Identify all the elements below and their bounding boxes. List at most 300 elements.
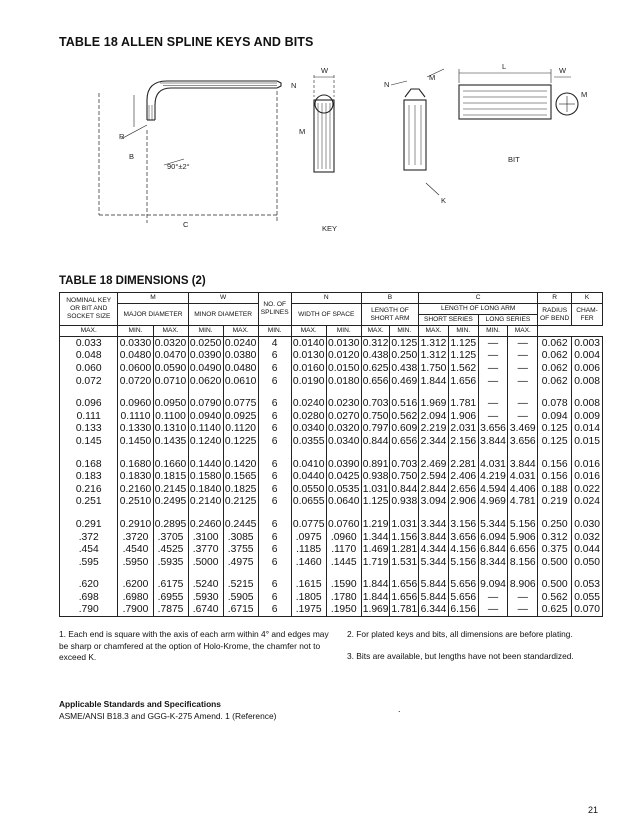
table-cell — [153, 508, 188, 518]
header-short-arm: LENGTH OF SHORT ARM — [361, 304, 418, 326]
header-short-series: SHORT SERIES — [419, 315, 479, 326]
table-cell: 0.0390 — [327, 458, 360, 470]
table-cell: — — [478, 375, 508, 388]
table-cell: 0.044 — [572, 543, 603, 556]
table-cell: 0.0960 — [119, 398, 152, 410]
table-cell: 0.062 — [538, 375, 572, 388]
table-cell: 0.0790 — [189, 398, 222, 410]
header-min: MIN. — [188, 326, 223, 337]
table-cell: 0.145 — [60, 435, 118, 448]
table-cell: 0.1330 — [119, 423, 152, 435]
table-cell: 0.562 — [391, 410, 418, 422]
table-cell: 0.016 — [572, 470, 603, 483]
table-cell: 0.2510 — [119, 496, 152, 508]
table-cell: 2.219 — [420, 423, 447, 435]
table-cell: 0.1110 — [118, 410, 153, 423]
table-cell — [60, 448, 118, 458]
table-cell: 0.2160 — [119, 483, 152, 495]
table-cell: .1615 — [291, 579, 326, 592]
table-cell — [419, 448, 449, 458]
header-width-of-space: WIDTH OF SPACE — [291, 304, 361, 326]
table-cell: 0.0490 — [189, 362, 222, 374]
table-row — [60, 518, 603, 531]
table-cell: 0.094 — [538, 410, 572, 423]
table-cell: 1.469 — [362, 544, 389, 556]
table-cell: 0.0190 — [292, 375, 325, 387]
table-row — [60, 531, 603, 544]
table-cell: 0.625 — [362, 362, 389, 374]
table-row — [60, 556, 603, 569]
table-cell: 8.156 — [509, 556, 536, 568]
table-cell — [118, 508, 153, 518]
table-cell: 0.1565 — [224, 471, 257, 483]
table-cell — [508, 569, 538, 579]
table-cell: 6 — [258, 423, 291, 436]
table-cell: 2.469 — [420, 458, 447, 470]
table-cell: 0.055 — [572, 591, 603, 604]
table-cell: .4525 — [153, 543, 188, 556]
table-cell: 0.0940 — [189, 410, 222, 422]
table-cell: 6 — [258, 604, 291, 617]
table-cell: 0.0470 — [154, 350, 187, 362]
table-cell: 0.070 — [572, 604, 603, 617]
table-cell: 0.438 — [362, 350, 389, 362]
table-cell: 0.078 — [538, 397, 572, 410]
table-cell: .3100 — [188, 531, 223, 544]
table-cell — [419, 569, 449, 579]
table-cell: 6 — [258, 362, 291, 375]
table-cell: .7875 — [153, 604, 188, 617]
table-cell — [188, 387, 223, 397]
table-cell: — — [508, 591, 538, 604]
table-cell: .1185 — [291, 543, 326, 556]
table-cell: 0.703 — [362, 398, 389, 410]
table-cell: 0.1440 — [189, 458, 222, 470]
table-cell: 0.2140 — [189, 496, 222, 508]
table-row — [60, 458, 603, 471]
table-cell: 0.469 — [391, 375, 418, 387]
table-cell: 0.0640 — [327, 496, 360, 508]
table-cell: 6 — [258, 556, 291, 569]
table-cell: 0.1435 — [154, 435, 187, 447]
dimensions-table — [59, 292, 603, 617]
table-cell: 0.516 — [391, 398, 418, 410]
table-cell: — — [478, 591, 508, 604]
table-cell: 0.0230 — [327, 398, 360, 410]
table-cell: 0.096 — [60, 397, 118, 410]
table-cell: .1170 — [326, 543, 361, 556]
page-title: TABLE 18 ALLEN SPLINE KEYS AND BITS — [59, 35, 314, 49]
table-spacer-row — [60, 448, 603, 458]
header-long-series: LONG SERIES — [478, 315, 538, 326]
table-row — [60, 604, 603, 617]
table-cell — [478, 508, 508, 518]
table-cell: 0.609 — [391, 423, 418, 435]
table-cell: .698 — [60, 591, 118, 604]
table-cell: 0.0480 — [119, 350, 152, 362]
dim-w2-label: W — [559, 66, 567, 75]
table-cell: 0.009 — [572, 410, 603, 423]
table-cell: .620 — [60, 579, 118, 592]
table-cell: 0.0655 — [292, 496, 325, 508]
header-long-arm: LENGTH OF LONG ARM — [419, 304, 538, 315]
table-cell: 0.0130 — [292, 350, 325, 362]
table-row — [60, 543, 603, 556]
header-r: R — [538, 293, 572, 304]
table-cell: 8.344 — [480, 556, 506, 568]
table-cell: .1590 — [326, 579, 361, 592]
table-cell: — — [508, 350, 538, 363]
table-cell: 5.656 — [450, 591, 477, 603]
table-cell: 6.656 — [509, 544, 536, 556]
table-cell: 4.219 — [480, 471, 506, 483]
table-cell — [448, 448, 478, 458]
table-cell — [118, 387, 153, 397]
dim-m-label: M — [299, 127, 306, 136]
table-cell: 6 — [258, 350, 291, 363]
table-cell: 6.156 — [450, 604, 477, 616]
table-cell — [508, 448, 538, 458]
table-cell — [572, 508, 603, 518]
table-cell: 1.656 — [391, 579, 418, 591]
table-row — [60, 470, 603, 483]
table-cell: 0.1815 — [154, 471, 187, 483]
table-cell: 0.375 — [538, 543, 572, 556]
table-cell: 1.562 — [450, 362, 477, 374]
table-cell: 0.1240 — [189, 435, 222, 447]
table-cell: 6 — [258, 410, 291, 423]
table-cell: — — [478, 350, 508, 363]
header-min: MIN. — [118, 326, 153, 337]
table-cell: — — [508, 375, 538, 388]
table-cell — [258, 508, 291, 518]
table-cell: 0.125 — [538, 435, 572, 448]
table-cell: 0.251 — [60, 496, 118, 509]
table-cell — [361, 387, 390, 397]
dim-n-label: N — [291, 81, 297, 90]
table-cell: 0.656 — [362, 375, 389, 387]
table-cell: 0.008 — [572, 397, 603, 410]
table-cell: 0.2910 — [119, 518, 152, 530]
table-cell: 2.406 — [450, 471, 477, 483]
table-cell: — — [478, 410, 508, 423]
table-cell: 4.031 — [480, 458, 506, 470]
table-cell: 0.0320 — [327, 423, 360, 435]
table-cell: 1.031 — [362, 483, 389, 495]
table-cell: 5.156 — [509, 518, 536, 530]
table-cell — [538, 569, 572, 579]
table-cell: .1780 — [326, 591, 361, 604]
table-cell: .5000 — [188, 556, 223, 569]
standards-text: ASME/ANSI B18.3 and GGG-K-275 Amend. 1 (Reference) — [59, 710, 277, 721]
table-cell: 0.156 — [538, 458, 572, 471]
table-cell: 0.797 — [362, 423, 389, 435]
table-cell: 0.1680 — [119, 458, 152, 470]
table-cell: 4.156 — [450, 544, 477, 556]
table-cell: 0.891 — [362, 458, 389, 470]
table-cell — [361, 569, 390, 579]
table-cell — [572, 448, 603, 458]
table-cell: .6740 — [188, 604, 223, 617]
table-cell: 6 — [258, 470, 291, 483]
table-cell: 1.312 — [420, 337, 447, 349]
header-k: K — [572, 293, 603, 304]
table-cell — [60, 387, 118, 397]
table-cell: 0.0120 — [327, 350, 360, 362]
table-cell: 5.844 — [420, 591, 447, 603]
table-cell: 1.156 — [391, 531, 418, 543]
table-row — [60, 337, 603, 350]
table-cell: 1.969 — [420, 398, 447, 410]
table-row — [60, 410, 603, 423]
table-cell: 4.344 — [420, 544, 447, 556]
table-cell: .790 — [60, 604, 118, 617]
table-cell: 0.0590 — [154, 362, 187, 374]
table-cell: 0.1420 — [224, 458, 257, 470]
table-cell: 0.438 — [391, 362, 418, 374]
header-max: MAX. — [419, 326, 449, 337]
table-cell: — — [508, 410, 538, 423]
table-cell — [326, 448, 361, 458]
table-cell: 5.344 — [420, 556, 447, 568]
table-spacer-row — [60, 569, 603, 579]
table-cell: 0.291 — [60, 518, 118, 531]
table-cell: — — [478, 337, 508, 350]
table-cell: .5215 — [223, 579, 258, 592]
table-cell: 0.0440 — [292, 471, 325, 483]
table-cell: 0.562 — [538, 591, 572, 604]
table-cell — [419, 387, 449, 397]
header-max: MAX. — [291, 326, 326, 337]
table-cell: 6 — [258, 579, 291, 592]
table-cell: 0.0180 — [327, 375, 360, 387]
table-cell — [478, 387, 508, 397]
table-cell: 6 — [258, 458, 291, 471]
table-cell: 0.183 — [60, 470, 118, 483]
table-cell — [291, 508, 326, 518]
table-cell: 0.024 — [572, 496, 603, 509]
table-cell — [188, 508, 223, 518]
table-cell: 0.0390 — [189, 350, 222, 362]
table-cell — [419, 508, 449, 518]
table-cell: 6 — [258, 591, 291, 604]
table-cell: 0.0250 — [189, 337, 222, 349]
table-row — [60, 423, 603, 436]
table-cell: 0.0160 — [292, 362, 325, 374]
table-cell — [361, 508, 390, 518]
table-cell: 4.781 — [509, 496, 536, 508]
table-cell: .4975 — [223, 556, 258, 569]
table-cell: .3720 — [118, 531, 153, 544]
table-cell — [223, 508, 258, 518]
header-b: B — [361, 293, 418, 304]
table-cell — [118, 569, 153, 579]
table-cell: 2.031 — [450, 423, 477, 435]
header-c: C — [419, 293, 538, 304]
header-min: MIN. — [390, 326, 419, 337]
table-cell: 0.500 — [538, 556, 572, 569]
table-cell: 5.906 — [509, 531, 536, 543]
table-cell — [361, 448, 390, 458]
table-cell: 1.844 — [420, 375, 447, 387]
table-cell: 0.133 — [60, 423, 118, 436]
table-cell: 0.0925 — [224, 410, 257, 422]
table-cell: 0.0380 — [224, 350, 257, 362]
header-max: MAX. — [223, 326, 258, 337]
table-cell: 0.2495 — [154, 496, 187, 508]
table-cell: 0.1450 — [119, 435, 152, 447]
table-cell: 0.0280 — [292, 410, 325, 422]
header-n: N — [291, 293, 361, 304]
radius-label: R — [119, 132, 125, 141]
dim-n2-label: N — [384, 80, 390, 89]
table-cell: 0.938 — [391, 496, 418, 508]
dim-m3-label: M — [581, 90, 588, 99]
table-cell: 0.0480 — [224, 362, 257, 374]
table-cell — [508, 508, 538, 518]
table-cell: 0.050 — [572, 556, 603, 569]
table-cell — [326, 387, 361, 397]
table-cell: — — [508, 337, 538, 350]
footnote-1: 1. Each end is square with the axis of each arm within 4° and edges may be sharp or chamfered at the option of Holo-Krome, the chamfer not to exceed K. — [59, 629, 329, 662]
table-cell: 0.2445 — [224, 518, 257, 530]
table-cell: .6175 — [153, 579, 188, 592]
table-cell: 0.1310 — [154, 423, 187, 435]
table-cell: 4.594 — [480, 483, 506, 495]
table-cell: 5.344 — [480, 518, 506, 530]
table-cell: 0.003 — [572, 337, 603, 350]
table-cell: — — [478, 604, 508, 617]
table-cell: 0.062 — [538, 350, 572, 363]
table-row — [60, 375, 603, 388]
header-min: MIN. — [326, 326, 361, 337]
table-cell: 1.531 — [391, 556, 418, 568]
table-cell: 0.0775 — [292, 518, 325, 530]
table-header — [60, 293, 603, 337]
header-min: MIN. — [258, 326, 291, 337]
table-spacer-row — [60, 508, 603, 518]
table-cell: 2.594 — [420, 471, 447, 483]
table-cell: 0.250 — [538, 518, 572, 531]
table-cell: .0960 — [326, 531, 361, 544]
header-max: MAX. — [153, 326, 188, 337]
table-cell: 0.0550 — [292, 483, 325, 495]
table-cell: 0.016 — [572, 458, 603, 471]
table-cell: 0.111 — [60, 410, 118, 423]
table-cell: 1.312 — [420, 350, 447, 362]
table-cell: 6.844 — [480, 544, 506, 556]
table-cell: 0.030 — [572, 518, 603, 531]
table-cell — [390, 569, 419, 579]
table-cell — [478, 448, 508, 458]
table-cell: 0.938 — [362, 471, 389, 483]
table-cell: 6 — [258, 518, 291, 531]
table-cell: 0.0410 — [292, 458, 325, 470]
table-cell: 3.656 — [509, 435, 536, 447]
table-cell: 0.1225 — [224, 435, 257, 447]
table-cell: 1.781 — [391, 604, 418, 616]
table-cell: 0.0270 — [327, 410, 360, 422]
table-cell: 3.469 — [509, 423, 536, 435]
table-cell — [508, 387, 538, 397]
table-cell: .5935 — [153, 556, 188, 569]
table-cell: 1.844 — [362, 579, 389, 591]
table-cell: 0.156 — [538, 470, 572, 483]
table-cell: 2.844 — [420, 483, 447, 495]
table-row — [60, 362, 603, 375]
table-cell: 0.1120 — [223, 423, 258, 436]
table-cell: 0.312 — [538, 531, 572, 544]
table-cell: 0.0950 — [154, 398, 187, 410]
dim-k-label: K — [441, 196, 447, 205]
table-cell: 2.906 — [450, 496, 477, 508]
table-cell — [572, 569, 603, 579]
table-cell: 0.0355 — [292, 435, 325, 447]
table-cell: 1.125 — [362, 496, 389, 508]
table-cell: 1.969 — [362, 604, 389, 616]
table-cell: 4.969 — [480, 496, 506, 508]
table-cell: 0.750 — [391, 471, 418, 483]
table-cell: .4540 — [118, 543, 153, 556]
table-cell: .3755 — [223, 543, 258, 556]
table-cell — [153, 569, 188, 579]
header-max: MAX. — [361, 326, 390, 337]
table-cell — [478, 569, 508, 579]
table-cell: 0.0240 — [292, 398, 325, 410]
table-cell: 1.219 — [362, 518, 389, 530]
table-cell: .5240 — [188, 579, 223, 592]
table-cell — [326, 508, 361, 518]
table-cell: 0.125 — [391, 337, 418, 349]
table-cell: 0.0425 — [327, 471, 360, 483]
table-cell: 0.062 — [538, 337, 572, 350]
table-cell: 0.1830 — [119, 471, 152, 483]
table-cell: 3.094 — [420, 496, 447, 508]
table-cell: 0.219 — [538, 496, 572, 509]
table-cell: .6980 — [118, 591, 153, 604]
table-cell: 6 — [258, 483, 291, 496]
table-cell — [572, 387, 603, 397]
table-cell: 1.656 — [391, 591, 418, 603]
page-number: 21 — [588, 805, 599, 815]
table-cell: — — [508, 362, 538, 375]
dim-b-label: B — [129, 152, 135, 161]
table-cell: 6 — [258, 435, 291, 448]
header-max: MAX. — [60, 326, 118, 337]
table-cell — [153, 387, 188, 397]
table-cell: .3770 — [188, 543, 223, 556]
table-cell: 5.656 — [450, 579, 477, 591]
table-cell: .595 — [60, 556, 118, 569]
table-cell: 1.844 — [362, 591, 389, 603]
table-cell: 0.2125 — [224, 496, 257, 508]
table-cell: 0.1825 — [224, 483, 257, 495]
table-cell: 0.844 — [391, 483, 418, 495]
table-cell: — — [508, 604, 538, 617]
table-row — [60, 435, 603, 448]
table-cell — [448, 569, 478, 579]
table-cell — [258, 387, 291, 397]
table-cell: 0.0340 — [292, 423, 325, 435]
table-cell — [390, 448, 419, 458]
table-cell — [223, 448, 258, 458]
table-cell: 0.033 — [60, 337, 118, 350]
table-cell — [223, 387, 258, 397]
table-cell: 0.060 — [60, 362, 118, 375]
standards-block — [59, 699, 339, 722]
table-cell — [448, 508, 478, 518]
table-row — [60, 350, 603, 363]
